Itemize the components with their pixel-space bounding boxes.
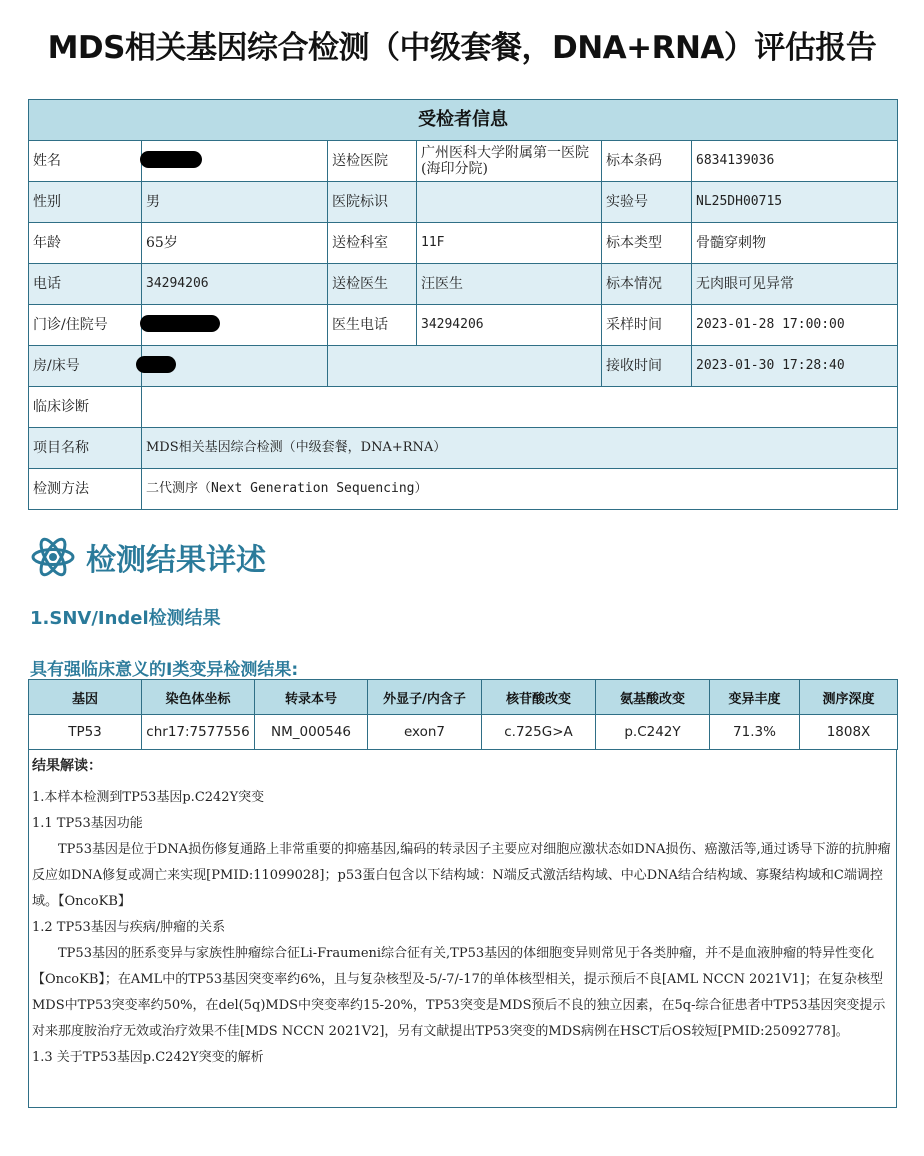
sample-type-label: 标本类型	[602, 223, 692, 264]
info-row	[29, 305, 898, 346]
results-section-heading	[30, 532, 266, 582]
name-label: 姓名	[29, 141, 142, 182]
variant-table-header-row	[29, 680, 898, 715]
column-header: 氨基酸改变	[596, 680, 710, 715]
diagnosis-label: 临床诊断	[29, 387, 142, 428]
doctor-label: 送检医生	[328, 264, 417, 305]
barcode-value: 6834139036	[692, 141, 898, 182]
interpretation-paragraph: TP53基因的胚系变异与家族性肿瘤综合征Li-Fraumeni综合征有关,TP53基因的体细胞变异则常见于各类肿瘤，并不是血液肿瘤的特异性变化【OncoKB】；在AML中的TP53基因突变率约6%，且与复杂核型及-5/-7/-17的单体核型相关，提示预后不良[AML NCCN 2021V1]；在复杂核型MDS中TP53突变率约50%，在del(5q)MDS中突变率约15-20%，TP53突变是MDS预后不良的独立因素，在5q-综合征患者中TP53基因突变提示对来那度胺治疗无效或治疗效果不佳[MDS NCCN 2021V2]，另有文献提出TP53突变的MDS病例在HSCT后OS较短[PMID:25092778]。	[32, 946, 886, 1039]
report-title: MDS相关基因综合检测（中级套餐，DNA+RNA）评估报告	[47, 30, 877, 66]
info-row	[29, 182, 898, 223]
hospital-value: 广州医科大学附属第一医院(海印分院)	[417, 141, 602, 182]
interpretation-line: 1.3 关于TP53基因p.C242Y突变的解析	[32, 1050, 264, 1065]
amino-acid-change-cell: p.C242Y	[596, 715, 710, 750]
interpretation-line: 1.1 TP53基因功能	[32, 816, 143, 831]
project-name-label: 项目名称	[29, 428, 142, 469]
doctor-value: 汪医生	[417, 264, 602, 305]
sample-condition-value: 无肉眼可见异常	[692, 264, 898, 305]
atom-icon	[30, 534, 76, 580]
outpatient-number-value	[142, 305, 328, 346]
results-section-title: 检测结果详述	[86, 543, 266, 578]
snv-indel-subsection-title: 1.SNV/Indel检测结果	[30, 608, 221, 629]
info-row	[29, 346, 898, 387]
column-header: 变异丰度	[710, 680, 800, 715]
lab-number-label: 实验号	[602, 182, 692, 223]
interpretation-paragraph: TP53基因是位于DNA损伤修复通路上非常重要的抑癌基因,编码的转录因子主要应对细胞应激状态如DNA损伤、癌激活等,通过诱导下游的抗肿瘤反应如DNA修复或凋亡来实现[PMID:11099028]；p53蛋白包含以下结构域：N端反式激活结构域、中心DNA结合结构域、寡聚结构域和C端调控域。【OncoKB】	[32, 842, 891, 909]
gender-label: 性别	[29, 182, 142, 223]
method-value: 二代测序（Next Generation Sequencing）	[142, 469, 898, 510]
gender-value: 男	[142, 182, 328, 223]
column-header: 基因	[29, 680, 142, 715]
table-row	[29, 715, 898, 750]
info-row	[29, 469, 898, 510]
receive-time-value: 2023-01-30 17:28:40	[692, 346, 898, 387]
sampling-time-value: 2023-01-28 17:00:00	[692, 305, 898, 346]
interpretation-line: 1.本样本检测到TP53基因p.C242Y突变	[32, 790, 265, 805]
info-row	[29, 264, 898, 305]
hospital-label: 送检医院	[328, 141, 417, 182]
redaction-mark	[140, 315, 220, 332]
column-header: 核苷酸改变	[482, 680, 596, 715]
sequencing-depth-cell: 1808X	[800, 715, 898, 750]
department-value: 11F	[417, 223, 602, 264]
bed-number-value	[142, 346, 328, 387]
hospital-id-label: 医院标识	[328, 182, 417, 223]
patient-info-header-row	[29, 100, 898, 141]
nucleotide-change-cell: c.725G>A	[482, 715, 596, 750]
hospital-id-value	[417, 182, 602, 223]
method-label: 检测方法	[29, 469, 142, 510]
barcode-label: 标本条码	[602, 141, 692, 182]
interpretation-box	[28, 749, 897, 1108]
age-value: 65岁	[142, 223, 328, 264]
redaction-mark	[136, 356, 176, 373]
variant-frequency-cell: 71.3%	[710, 715, 800, 750]
info-row	[29, 428, 898, 469]
bed-number-label: 房/床号	[29, 346, 142, 387]
column-header: 测序深度	[800, 680, 898, 715]
age-label: 年龄	[29, 223, 142, 264]
sampling-time-label: 采样时间	[602, 305, 692, 346]
name-value	[142, 141, 328, 182]
variant-table	[28, 679, 898, 750]
info-row	[29, 141, 898, 182]
transcript-cell: NM_000546	[255, 715, 368, 750]
column-header: 染色体坐标	[142, 680, 255, 715]
column-header: 外显子/内含子	[368, 680, 482, 715]
lab-number-value: NL25DH00715	[692, 182, 898, 223]
empty-cell	[328, 346, 602, 387]
interpretation-line: 1.2 TP53基因与疾病/肿瘤的关系	[32, 920, 226, 935]
coordinate-cell: chr17:7577556	[142, 715, 255, 750]
project-name-value: MDS相关基因综合检测（中级套餐，DNA+RNA）	[142, 428, 898, 469]
info-row	[29, 223, 898, 264]
patient-info-header: 受检者信息	[29, 100, 898, 141]
exon-cell: exon7	[368, 715, 482, 750]
diagnosis-value	[142, 387, 898, 428]
doctor-phone-label: 医生电话	[328, 305, 417, 346]
sample-type-value: 骨髓穿刺物	[692, 223, 898, 264]
patient-info-table	[28, 99, 898, 510]
sample-condition-label: 标本情况	[602, 264, 692, 305]
doctor-phone-value: 34294206	[417, 305, 602, 346]
gene-cell: TP53	[29, 715, 142, 750]
department-label: 送检科室	[328, 223, 417, 264]
receive-time-label: 接收时间	[602, 346, 692, 387]
variant-table-title: 具有强临床意义的I类变异检测结果:	[30, 660, 299, 680]
outpatient-number-label: 门诊/住院号	[29, 305, 142, 346]
column-header: 转录本号	[255, 680, 368, 715]
redaction-mark	[140, 151, 202, 168]
phone-value: 34294206	[142, 264, 328, 305]
phone-label: 电话	[29, 264, 142, 305]
info-row	[29, 387, 898, 428]
interpretation-title: 结果解读：	[32, 758, 102, 774]
